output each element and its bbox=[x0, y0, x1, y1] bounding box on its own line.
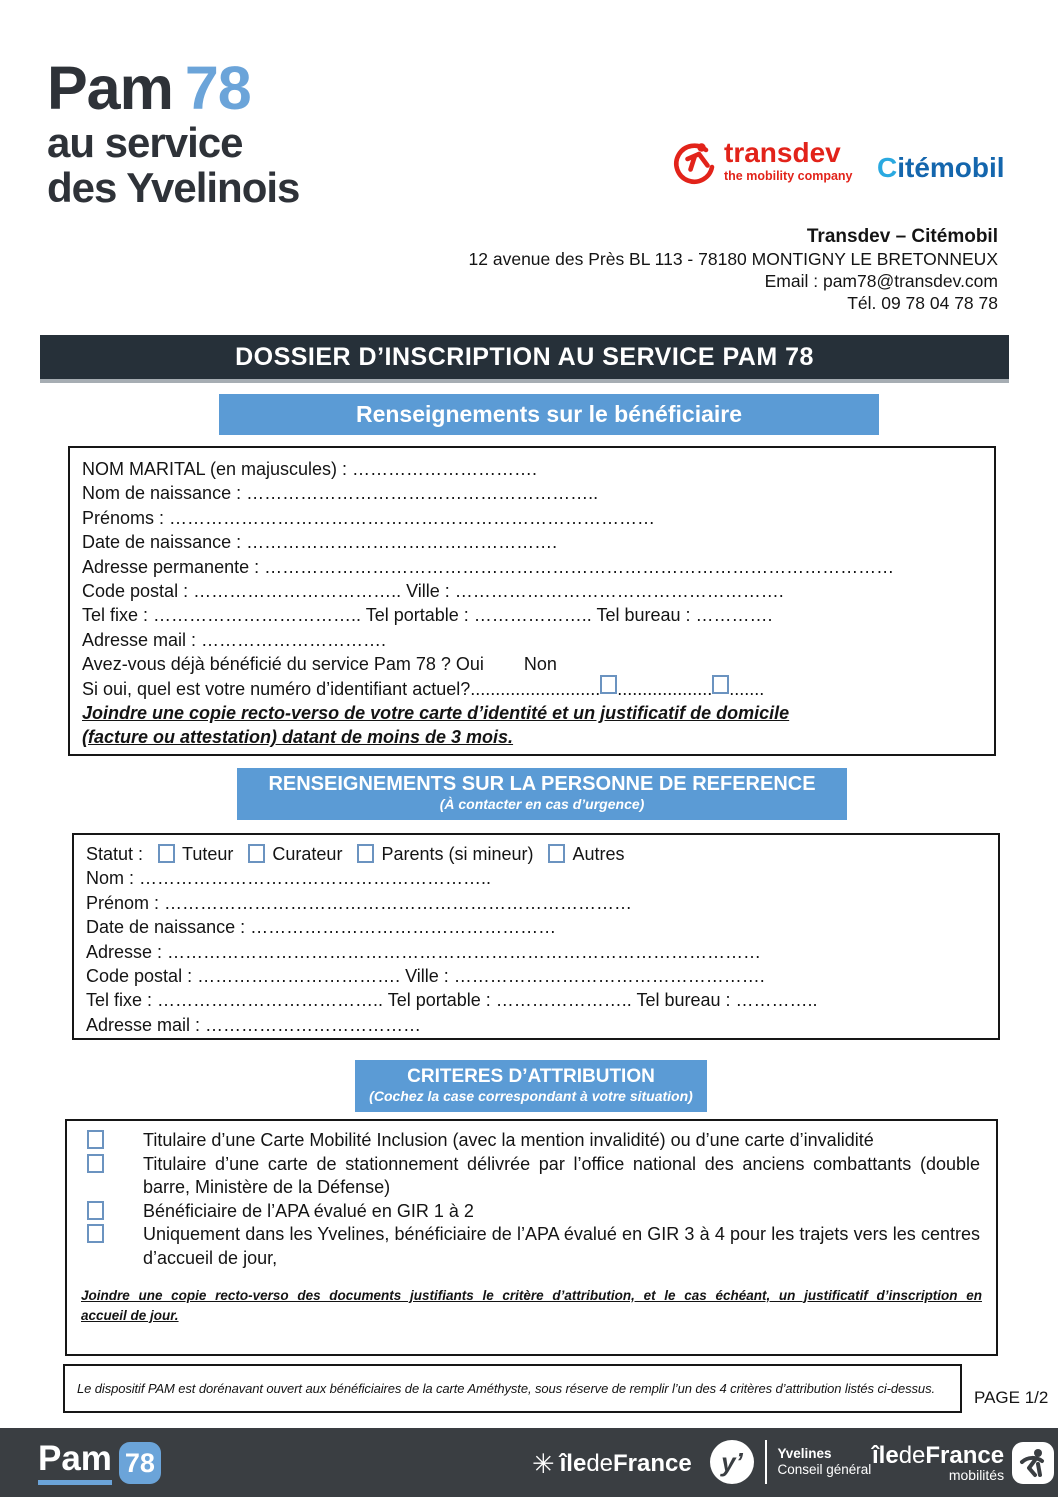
checkbox-parents[interactable] bbox=[357, 844, 374, 863]
document-title: DOSSIER D’INSCRIPTION AU SERVICE PAM 78 bbox=[235, 342, 814, 371]
section-header-beneficiary: Renseignements sur le bénéficiaire bbox=[219, 394, 879, 435]
section-header-reference-title: RENSEIGNEMENTS SUR LA PERSONNE DE REFERENCE bbox=[268, 773, 816, 795]
checkbox-oui[interactable] bbox=[600, 675, 617, 694]
option-curateur-label: Curateur bbox=[272, 844, 343, 864]
ref-field-adresse: Adresse : ……………………………………………………………………………………… bbox=[86, 941, 762, 962]
criteria-item-cmi-text: Titulaire d’une Carte Mobilité Inclusion (avec la mention invalidité) ou d’une carte d’invalidité bbox=[143, 1130, 874, 1150]
idf-ile: île bbox=[559, 1450, 587, 1477]
idf-de: de bbox=[586, 1450, 614, 1477]
yvelines-divider bbox=[765, 1440, 767, 1484]
contact-company: Transdev – Citémobil bbox=[806, 226, 998, 247]
field-statut bbox=[86, 842, 986, 866]
reference-form-box bbox=[72, 833, 1000, 1040]
citemobil-logo bbox=[877, 152, 1005, 184]
option-tuteur-label: Tuteur bbox=[182, 844, 234, 864]
criteria-item-apa-gir12 bbox=[81, 1200, 982, 1224]
idfm-france: France bbox=[925, 1441, 1005, 1469]
transdev-logo bbox=[670, 138, 853, 195]
pam78-logo-tagline1: au service bbox=[47, 119, 243, 166]
contact-phone: Tél. 09 78 04 78 78 bbox=[847, 293, 998, 313]
question-identifiant-text: Si oui, quel est votre numéro d’identifiant actuel? bbox=[82, 678, 471, 699]
pam78-logo-line1 bbox=[47, 56, 299, 120]
beneficiary-note-line1: Joindre une copie recto-verso de votre carte d’identité et un justificatif de domicile bbox=[82, 703, 790, 724]
section-header-criteria-title: CRITERES D’ATTRIBUTION bbox=[407, 1066, 655, 1087]
contact-address: 12 avenue des Près BL 113 - 78180 MONTIGNY LE BRETONNEUX bbox=[468, 249, 998, 269]
checkbox-criteria-apa-gir12[interactable] bbox=[87, 1201, 104, 1220]
transdev-tagline: the mobility company bbox=[724, 169, 853, 183]
criteria-note-line1: Joindre une copie recto-verso des documents justifiants le critère d’attribution, et le cas échéant, un justificatif d’inscription en bbox=[81, 1287, 982, 1303]
idf-france: France bbox=[613, 1450, 692, 1477]
transdev-icon bbox=[670, 138, 720, 195]
field-date-naissance: Date de naissance : ……………………………………………. bbox=[82, 532, 558, 553]
amethyste-footnote-box bbox=[63, 1364, 962, 1413]
idfm-ile: île bbox=[872, 1441, 899, 1469]
contact-email: Email : pam78@transdev.com bbox=[764, 271, 998, 291]
option-autres-label: Autres bbox=[572, 844, 625, 864]
ref-field-code-postal-ville: Code postal : ……………………………. Ville : ……………………………………………. bbox=[86, 966, 765, 987]
checkbox-criteria-stationnement[interactable] bbox=[87, 1154, 104, 1173]
section-header-reference bbox=[237, 768, 847, 820]
yvelines-subtitle: Conseil général bbox=[777, 1462, 872, 1477]
checkbox-non[interactable] bbox=[712, 675, 729, 694]
statut-label: Statut : bbox=[86, 844, 144, 864]
criteria-item-cmi bbox=[81, 1129, 982, 1153]
criteria-note-line2: accueil de jour. bbox=[81, 1307, 179, 1323]
footer-iledefrance-logo bbox=[532, 1450, 692, 1478]
identifiant-dots-3: ....... bbox=[729, 678, 765, 699]
checkbox-tuteur[interactable] bbox=[158, 844, 175, 863]
section-header-reference-subtitle: (À contacter en cas d’urgence) bbox=[439, 796, 645, 812]
idf-star-icon: ✳ bbox=[532, 1449, 555, 1479]
field-prenoms: Prénoms : ……………………………………………………………………… bbox=[82, 507, 656, 528]
pam78-logo-number: 78 bbox=[184, 54, 251, 122]
footer-pam78-logo bbox=[38, 1441, 161, 1485]
yvelines-name: Yvelines bbox=[777, 1446, 832, 1461]
question-deja-beneficie bbox=[82, 652, 982, 676]
field-telephones: Tel fixe : …………………………….. Tel portable : ……………….. Tel bureau : …………. bbox=[82, 605, 773, 626]
field-adresse-permanente: Adresse permanente : …………………………………………………………………………………………… bbox=[82, 556, 895, 577]
criteria-item-stationnement-text: Titulaire d’une carte de stationnement délivrée par l’office national des anciens combattants (double barre, Ministère de la Défense) bbox=[143, 1153, 980, 1198]
pam78-logo bbox=[47, 56, 299, 210]
checkbox-criteria-apa-gir34[interactable] bbox=[87, 1224, 104, 1243]
contact-block bbox=[469, 226, 998, 314]
section-header-criteria bbox=[355, 1060, 707, 1112]
footer-bar bbox=[0, 1428, 1058, 1497]
footer-pam-number-badge: 78 bbox=[119, 1442, 161, 1484]
criteria-item-apa-gir34 bbox=[81, 1223, 982, 1270]
criteria-item-apa-gir34-text: Uniquement dans les Yvelines, bénéficiaire de l’APA évalué en GIR 3 à 4 pour les trajets vers les centres d’accueil de jour, bbox=[143, 1224, 980, 1268]
citemobil-initial: C bbox=[877, 152, 898, 183]
field-code-postal-ville: Code postal : …………………………….. Ville : ………………………………………………. bbox=[82, 581, 784, 602]
ref-field-telephones: Tel fixe : ……………………………….. Tel portable : ………………….. Tel bureau : ………….. bbox=[86, 990, 818, 1011]
beneficiary-note-line2: (facture ou attestation) datant de moins de 3 mois. bbox=[82, 727, 514, 748]
question-deja-beneficie-text: Avez-vous déjà bénéficié du service Pam 78 ? Oui bbox=[82, 654, 484, 675]
option-parents-label: Parents (si mineur) bbox=[381, 844, 534, 864]
checkbox-autres[interactable] bbox=[548, 844, 565, 863]
criteria-note bbox=[81, 1286, 982, 1326]
footer-yvelines-logo bbox=[710, 1440, 871, 1484]
footer-idf-mobilites-logo bbox=[872, 1442, 1054, 1484]
identifiant-dots-2: ................... bbox=[617, 678, 713, 699]
field-adresse-mail: Adresse mail : …………………………. bbox=[82, 629, 387, 650]
idfm-de: de bbox=[898, 1441, 926, 1469]
ref-field-prenom: Prénom : …………………………………………………………………… bbox=[86, 892, 633, 913]
yvelines-monogram-icon: y’ bbox=[710, 1440, 754, 1484]
ref-field-nom: Nom : ………………………………………………….. bbox=[86, 868, 492, 889]
criteria-box bbox=[65, 1119, 998, 1356]
question-identifiant bbox=[82, 677, 982, 701]
page-number: PAGE 1/2 bbox=[974, 1388, 1049, 1407]
checkbox-criteria-cmi[interactable] bbox=[87, 1130, 104, 1149]
identifiant-dots-1: .......................... bbox=[470, 678, 601, 699]
field-nom-marital: NOM MARITAL (en majuscules) : …………………………. bbox=[82, 459, 538, 479]
ref-field-adresse-mail: Adresse mail : ……………………………… bbox=[86, 1014, 422, 1035]
ref-field-date-naissance: Date de naissance : …………………………………………… bbox=[86, 917, 557, 938]
idfm-person-icon bbox=[1012, 1442, 1054, 1484]
field-nom-naissance: Nom de naissance : ………………………………………………….. bbox=[82, 483, 599, 504]
pam78-logo-name: Pam bbox=[47, 54, 173, 122]
amethyste-footnote-text: Le dispositif PAM est dorénavant ouvert aux bénéficiaires de la carte Améthyste, sous réserve de remplir l’un des 4 critères d’attribution listés ci-dessus. bbox=[77, 1381, 935, 1396]
criteria-item-apa-gir12-text: Bénéficiaire de l’APA évalué en GIR 1 à 2 bbox=[143, 1200, 474, 1221]
transdev-wordmark: transdev bbox=[724, 137, 841, 168]
footer-pam-wordmark: Pam bbox=[38, 1441, 112, 1485]
criteria-item-stationnement bbox=[81, 1153, 982, 1200]
citemobil-rest: itémobil bbox=[897, 152, 1005, 183]
pam78-logo-tagline2: des Yvelinois bbox=[47, 164, 300, 211]
section-header-criteria-subtitle: (Cochez la case correspondant à votre situation) bbox=[369, 1088, 693, 1104]
document-title-bar bbox=[40, 335, 1009, 383]
idfm-subtitle: mobilités bbox=[948, 1466, 1005, 1483]
beneficiary-form-box bbox=[68, 446, 996, 756]
option-non-label: Non bbox=[523, 654, 557, 675]
checkbox-curateur[interactable] bbox=[248, 844, 265, 863]
